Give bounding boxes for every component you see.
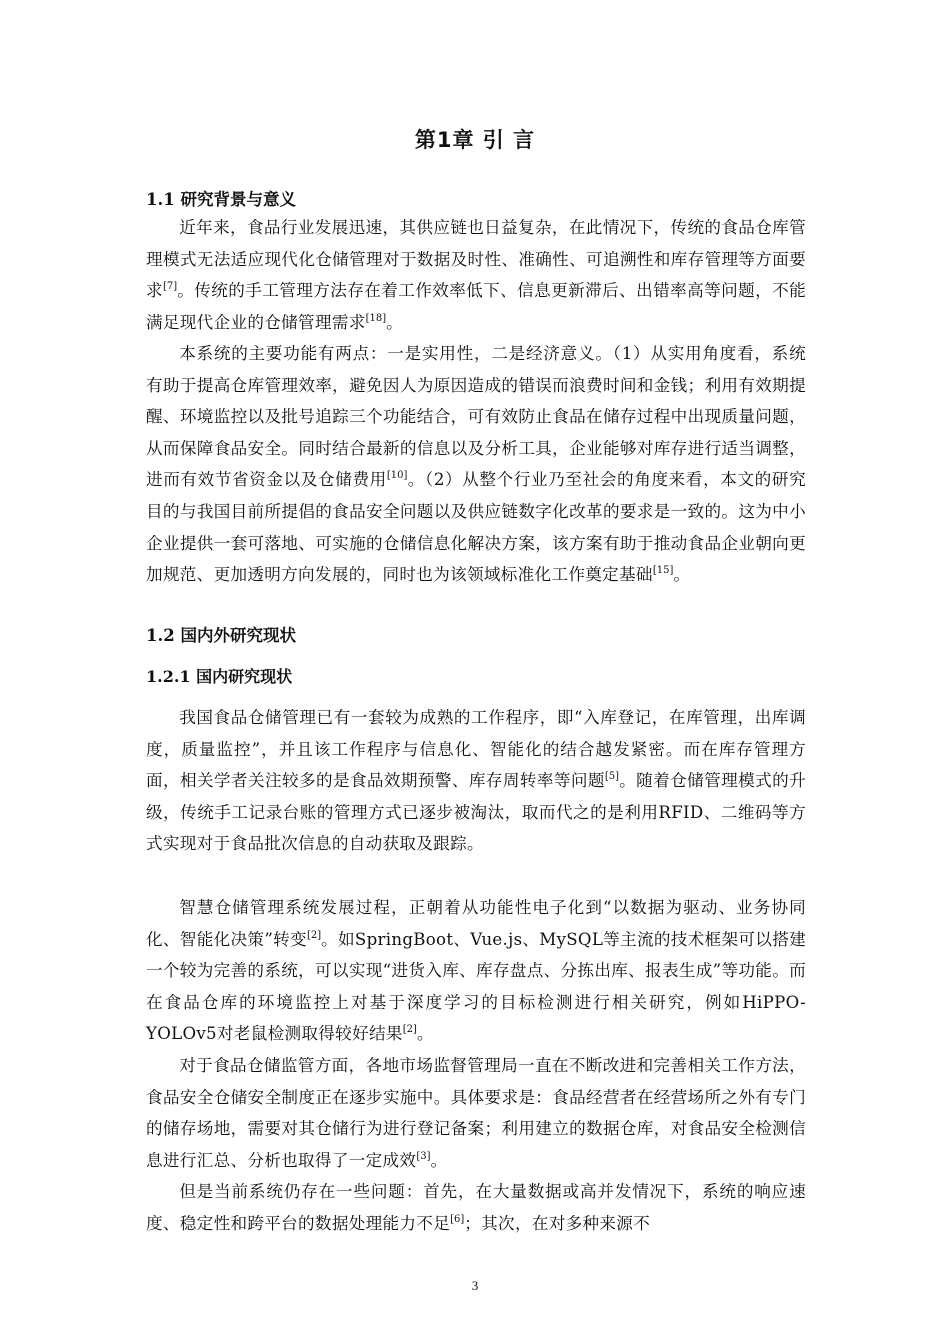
- chapter-title: 第1章 引 言: [414, 128, 536, 152]
- paragraph-text: 智慧仓储管理系统发展过程，正朝着从功能性电子化到“以数据为驱动、业务协同化、智能化决策”转变: [146, 898, 806, 949]
- paragraph-domestic-2: [146, 892, 806, 1050]
- citation: [2]: [402, 1024, 417, 1036]
- paragraph-significance: [146, 338, 806, 591]
- paragraph-text: 我国食品仓储管理已有一套较为成熟的工作程序，即“入库登记，在库管理，出库调度，质量监控”，并且该工作程序与信息化、智能化的结合越发紧密。而在库存管理方面，相关学者关注较多的是食品效期预警、库存周转率等问题: [146, 708, 806, 791]
- citation: [15]: [652, 565, 674, 577]
- citation: [2]: [306, 929, 322, 941]
- paragraph-text: 本系统的主要功能有两点：一是实用性，二是经济意义。（1）从实用角度看，系统有助于提高仓库管理效率，避免因人为原因造成的错误而浪费时间和金钱；利用有效期提醒、环境监控以及批号追踪三个功能结合，可有效防止食品在储存过程中出现质量问题，从而保障食品安全。同时结合最新的信息以及分析工具，企业能够对库存进行适当调整，进而有效节省资金以及仓储费用: [146, 344, 806, 490]
- citation: [18]: [365, 312, 387, 324]
- paragraph-text: 但是当前系统仍存在一些问题：首先，在大量数据或高并发情况下，系统的响应速度、稳定性和跨平台的数据处理能力不足: [146, 1182, 806, 1233]
- paragraph-text: ；其次，在对多种来源不: [464, 1213, 651, 1233]
- section-heading-1-2: 1.2 国内外研究现状: [146, 626, 296, 645]
- paragraph-domestic-4: [146, 1176, 806, 1239]
- citation: [3]: [416, 1150, 431, 1162]
- paragraph-background-1: [146, 212, 806, 338]
- paragraph-domestic-1: [146, 702, 806, 860]
- paragraph-text: 。: [386, 312, 404, 332]
- citation: [10]: [386, 470, 408, 482]
- paragraph-text: 。: [416, 1024, 434, 1044]
- paragraph-text: 。（2）从整个行业乃至社会的角度来看，本文的研究目的与我国目前所提倡的食品安全问题以及供应链数字化改革的要求是一致的。这为中小企业提供一套可落地、可实施的仓储信息化解决方案，该方案有助于推动食品企业朝向更加规范、更加透明方向发展的，同时也为该领域标准化工作奠定基础: [146, 470, 806, 585]
- paragraph-text: 。传统的手工管理方法存在着工作效率低下、信息更新滞后、出错率高等问题，不能满足现代企业的仓储管理需求: [146, 281, 806, 332]
- paragraph-text: 。如SpringBoot、Vue.js、MySQL等主流的技术框架可以搭建一个较为完善的系统，可以实现“进货入库、库存盘点、分拣出库、报表生成”等功能。而在食品仓库的环境监控上对基于深度学习的目标检测进行相关研究，例如HiPPO-YOLOv5对老鼠检测取得较好结果: [146, 929, 807, 1044]
- paragraph-text: 。随着仓储管理模式的升级，传统手工记录台账的管理方式已逐步被淘汰，取而代之的是利用RFID、二维码等方式实现对于食品批次信息的自动获取及跟踪。: [146, 771, 806, 854]
- section-heading-1-1: 1.1 研究背景与意义: [146, 190, 296, 209]
- paragraph-text: 对于食品仓储监管方面，各地市场监督管理局一直在不断改进和完善相关工作方法，食品安全仓储安全制度正在逐步实施中。具体要求是：食品经营者在经营场所之外有专门的储存场地，需要对其仓储行为进行登记备案；利用建立的数据仓库，对食品安全检测信息进行汇总、分析也取得了一定成效: [146, 1056, 806, 1170]
- paragraph-text: 。: [673, 565, 691, 585]
- section-heading-1-2-1: 1.2.1 国内研究现状: [146, 667, 293, 686]
- paragraph-text: 。: [430, 1150, 448, 1170]
- paragraph-text: 近年来，食品行业发展迅速，其供应链也日益复杂，在此情况下，传统的食品仓库管理模式无法适应现代化仓储管理对于数据及时性、准确性、可追溯性和库存管理等方面要求: [146, 218, 806, 301]
- citation: [7]: [163, 281, 178, 293]
- paragraph-domestic-3: [146, 1050, 806, 1176]
- page-number: 3: [471, 1278, 479, 1293]
- citation: [5]: [604, 771, 620, 783]
- citation: [6]: [450, 1213, 465, 1225]
